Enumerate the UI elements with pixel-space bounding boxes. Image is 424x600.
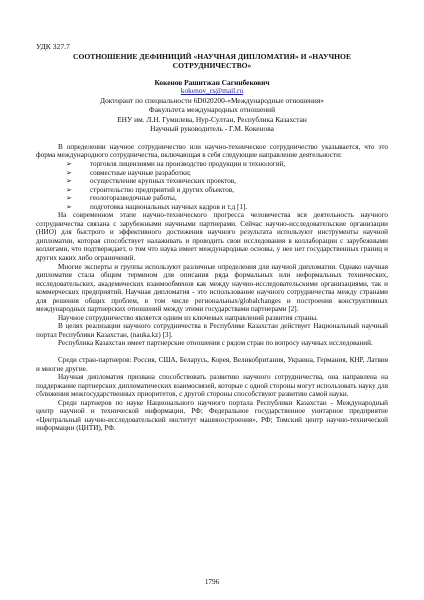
body-paragraph: Среди стран-партнеров: Россия, США, Беларусь, Корея, Великобритания, Украина, Германия, КНР, Латвия и многие другие. (36, 356, 388, 373)
list-item-text: строительство предприятий и других объектов, (90, 185, 234, 194)
list-item-text: совместные научные разработки; (90, 168, 191, 177)
article-title: СООТНОШЕНИЕ ДЕФИНИЦИЙ «НАУЧНАЯ ДИПЛОМАТИЯ» И «НАУЧНОЕ СОТРУДНИЧЕСТВО» (72, 52, 352, 70)
list-item-text: осуществление крупных технических проектов, (90, 177, 236, 186)
body-paragraph: Многие эксперты и группы используют различные определения для научной дипломатии. Однако научная дипломатия стала общим термином для описания ряда формальных или неформальных технических, исследовательских, академических взаимообменов как между научно-исследовательскими организациями, так и коммерческих предприятий. Научная дипломатия - это использование научного сотрудничества между странами для решения общих проблем, в том числе региональных/globalchanges и построения конструктивных международных партнерских отношений между этими государствами партнерами [2]. (36, 262, 388, 314)
list-item (66, 177, 388, 186)
body-paragraph: Научное сотрудничество является одним из ключевых направлений развития страны. (58, 313, 318, 322)
arrow-bullet-icon: ➢ (66, 202, 72, 211)
body-paragraph: В определении научное сотрудничество или научно-техническое сотрудничество указывается, что это форма международного сотрудничества, включающая в себя следующие направление деятельности: (36, 142, 388, 160)
list-item (66, 194, 388, 203)
body-paragraph: Республика Казахстан имеет партнерские отношения с рядом стран по вопросу научных исследований. (58, 339, 373, 348)
body-paragraph: Научная дипломатия призвана способствовать развитию научного сотрудничества, она направлена на поддержание партнерских дипломатических взаимосвязей, которые с одной стороны могут использовать науку для сближения межгосударственных приоритетов, с другой стороны способствуют развитию самой науки. (36, 373, 388, 399)
list-item-text: торговля лицензиями на производство продукции и технологий, (90, 159, 286, 168)
affiliation-line: ЕНУ им. Л.Н. Гумилева, Нур-Султан, Республика Казахстан (117, 114, 307, 124)
author-email-link[interactable]: kokenov_rs@mail.ru (180, 86, 244, 95)
arrow-bullet-icon: ➢ (66, 185, 72, 194)
affiliation-line: Факультета международных отношений (148, 105, 276, 115)
activity-list (36, 160, 388, 211)
list-item-text: геологоразведочные работы, (90, 194, 177, 203)
list-item-text: подготовка национальных научных кадров и т.д [1]. (90, 202, 248, 211)
body-paragraph: Среди партнеров по науке Национального научного портала Республики Казахстан - Международный центр научной и технической информации, РФ; Федеральное государственное унитарное предприятие «Центральный научно-исследовательский институт машиностроения», РФ; Томский центр научно-технической информации (ЦНТИ), РФ. (36, 398, 388, 433)
affiliation-line: Научный руководитель - Г.М. Кокенова (150, 124, 274, 134)
arrow-bullet-icon: ➢ (66, 194, 72, 203)
author-name: Кокенов Рашитжан Сагинбекович (154, 78, 270, 87)
article-body (36, 143, 388, 433)
arrow-bullet-icon: ➢ (66, 168, 72, 177)
page-number: 1796 (204, 578, 220, 586)
affiliation-line: Докторант по специальности 6D020200-«Международные отношения» (100, 95, 324, 105)
arrow-bullet-icon: ➢ (66, 177, 72, 186)
paper-page (36, 42, 388, 433)
body-paragraph: На современном этапе научно-технического прогресса человечества вся деятельность научного сотрудничества связана с зарубежными научными партнерами. Сейчас научно-исследовательские организации (НИО) для быстрого и эффективного достижения научного результата используют инструменты научной дипломатии, которая способствует налаживать и проводить свои исследования в коллаборации с зарубежными коллегами, что подтверждает, о том что наука имеет международные основы, у нее нет государственных границ и других каких либо ограничений. (36, 211, 388, 262)
list-item (66, 160, 388, 169)
list-item (66, 169, 388, 178)
list-item (66, 186, 388, 195)
udk-code: УДК 327.7 (36, 42, 70, 51)
arrow-bullet-icon: ➢ (66, 159, 72, 168)
list-item (66, 203, 388, 212)
body-paragraph: В целях реализации научного сотрудничества в Республике Казахстан действует Национальный научный портал Республики Казахстан, (nauka.kz) [3]. (36, 322, 388, 339)
